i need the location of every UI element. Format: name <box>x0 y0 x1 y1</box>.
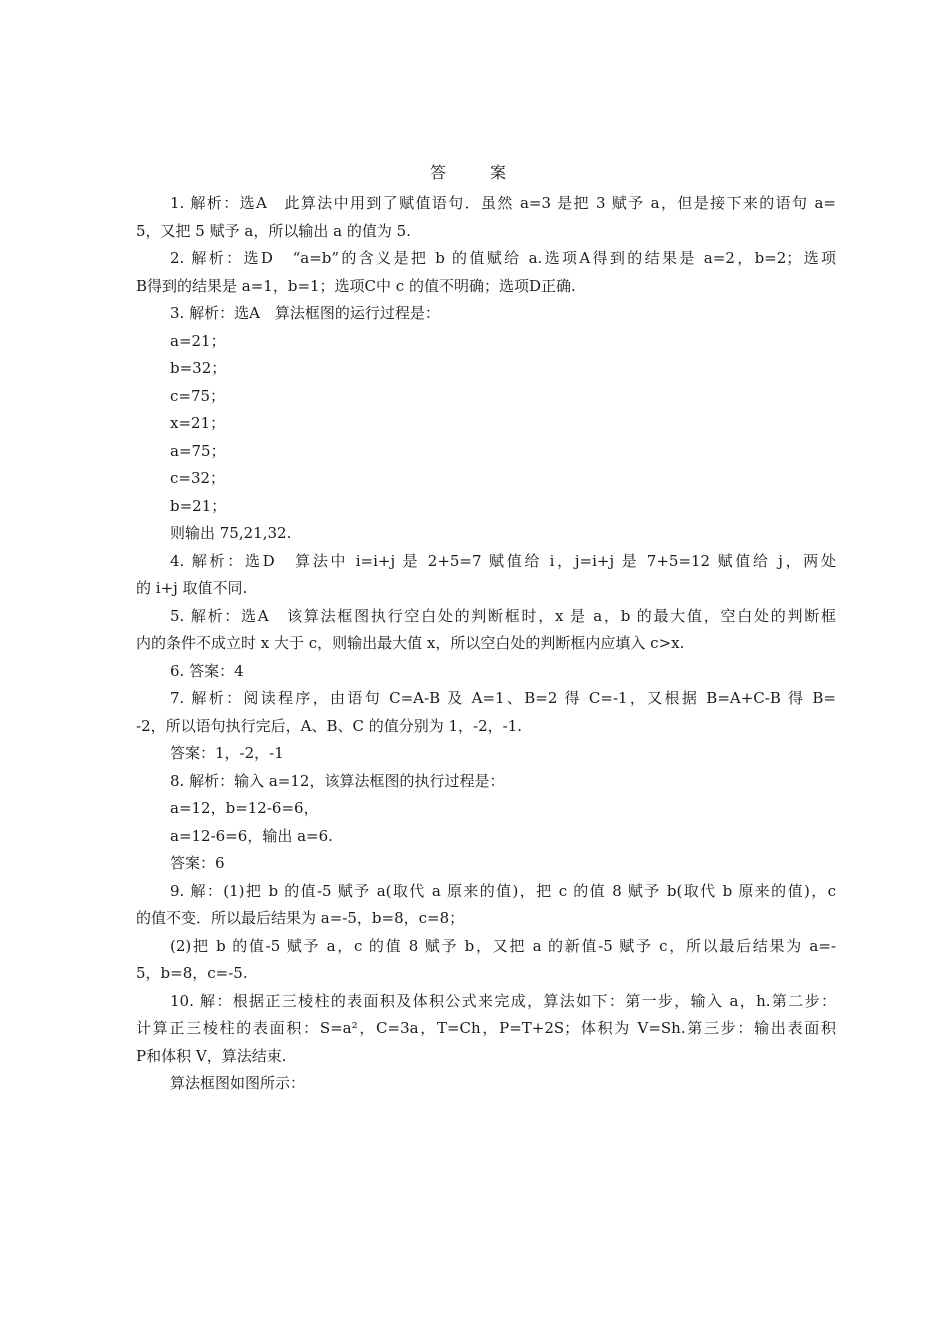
answer-line: 4. 解析：选D 算法中 i=i+j 是 2+5=7 赋值给 i，j=i+j 是 7+5=12 赋值给 j，两处 <box>170 551 836 570</box>
answer-line: 答案：6 <box>170 854 225 872</box>
answer-line: a=12，b=12-6=6， <box>170 799 319 817</box>
answer-line: 7. 解析：阅读程序，由语句 C=A-B 及 A=1、B=2 得 C=-1，又根据 B=A+C-B 得 B= <box>170 689 836 707</box>
answer-line: 内的条件不成立时 x 大于 c，则输出最大值 x，所以空白处的判断框内应填入 c>x. <box>136 634 685 652</box>
answer-line: a=21； <box>170 331 226 350</box>
answer-line: a=75； <box>170 441 226 460</box>
answer-title: 答 案 <box>429 163 520 182</box>
answer-body <box>136 190 836 1098</box>
answer-line: 的 i+j 取值不同. <box>136 579 248 597</box>
answer-line: -2，所以语句执行完后，A、B、C 的值分别为 1，-2，-1. <box>136 716 523 735</box>
answer-line: 算法框图如图所示： <box>170 1074 306 1092</box>
answer-line: 1. 解析：选A 此算法中用到了赋值语句．虽然 a=3 是把 3 赋予 a，但是接下来的语句 a= <box>170 194 836 212</box>
answer-line: 的值不变．所以最后结果为 a=-5，b=8，c=8； <box>136 909 465 927</box>
answer-line: 10. 解：根据正三棱柱的表面积及体积公式来完成，算法如下：第一步，输入 a，h.第二步： <box>170 991 836 1010</box>
answer-line: 5. 解析：选A 该算法框图执行空白处的判断框时，x 是 a，b 的最大值，空白处的判断框 <box>170 606 836 625</box>
answer-line: 6. 答案：4 <box>170 661 244 680</box>
answer-line: a=12-6=6，输出 a=6. <box>170 826 333 845</box>
answer-line: c=32； <box>170 469 226 487</box>
answer-line: P和体积 V，算法结束. <box>136 1046 287 1065</box>
answer-line: b=21； <box>170 496 227 515</box>
answer-line: 9. 解：(1)把 b 的值-5 赋予 a(取代 a 原来的值)，把 c 的值 8 赋予 b(取代 b 原来的值)，c <box>170 881 836 900</box>
answer-line: c=75； <box>170 386 226 405</box>
answer-line: 5，又把 5 赋予 a，所以输出 a 的值为 5. <box>136 221 411 240</box>
answer-line: b=32； <box>170 359 227 377</box>
answer-line: 8. 解析：输入 a=12，该算法框图的执行过程是： <box>170 771 505 790</box>
answer-line: 5，b=8，c=-5. <box>136 964 248 982</box>
answer-line: B得到的结果是 a=1，b=1；选项C中 c 的值不明确；选项D正确. <box>136 276 576 295</box>
answer-line: 计算正三棱柱的表面积：S=a²，C=3a，T=Ch，P=T+2S；体积为 V=Sh.第三步：输出表面积 <box>136 1019 836 1037</box>
answer-line: 则输出 75,21,32. <box>170 524 292 542</box>
answer-line: 3. 解析：选A 算法框图的运行过程是： <box>170 304 440 322</box>
answer-line: x=21； <box>170 414 226 432</box>
answer-line: 2. 解析：选D “a=b”的含义是把 b 的值赋给 a.选项A得到的结果是 a=2，b=2；选项 <box>170 249 836 267</box>
answer-line: 答案：1，-2，-1 <box>170 744 284 762</box>
answer-line: (2)把 b 的值-5 赋予 a，c 的值 8 赋予 b，又把 a 的新值-5 赋予 c，所以最后结果为 a=- <box>170 936 836 955</box>
